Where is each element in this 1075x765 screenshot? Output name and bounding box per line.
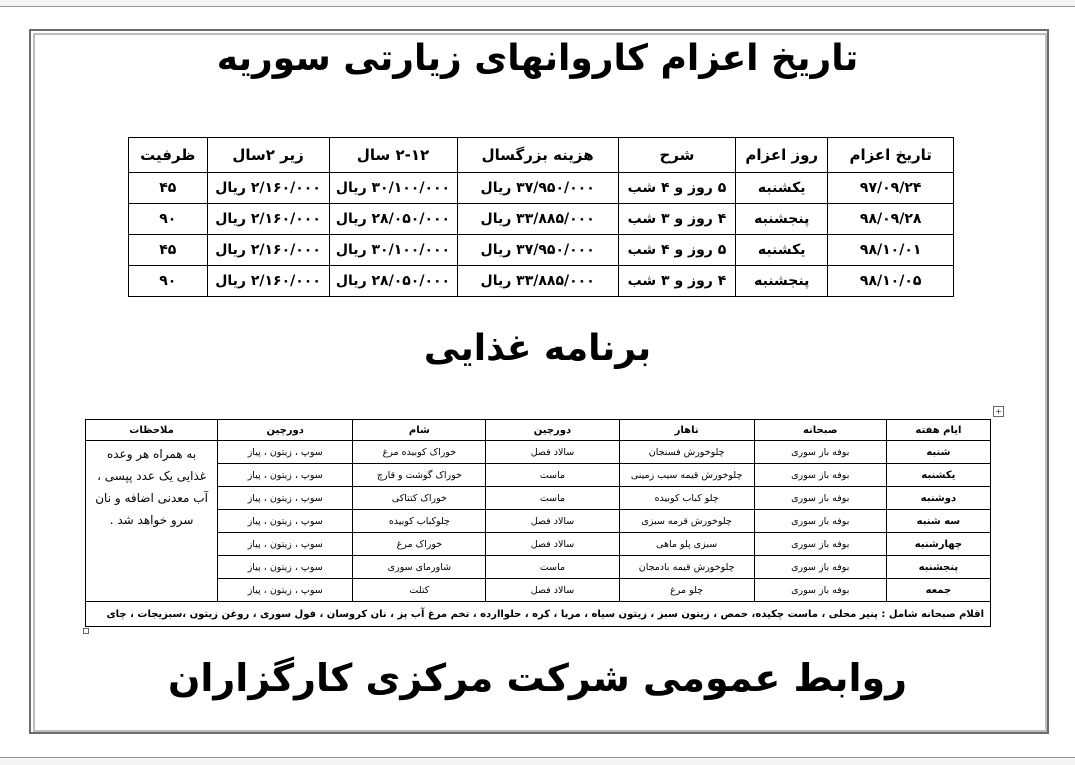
table-row <box>86 487 991 510</box>
departure-day: یکشنبه <box>736 235 828 266</box>
infant-cost: ۲/۱۶۰/۰۰۰ ریال <box>207 204 329 235</box>
header-description: شرح <box>618 138 735 173</box>
lunch-side: ماست <box>486 464 619 487</box>
departure-date: ۹۸/۰۹/۲۸ <box>828 204 954 235</box>
departure-day: پنجشنبه <box>736 204 828 235</box>
capacity: ۹۰ <box>129 204 208 235</box>
table-resize-handle-icon[interactable] <box>83 628 89 634</box>
dinner: خوراک گوشت و قارچ <box>353 464 486 487</box>
description: ۵ روز و ۴ شب <box>618 173 735 204</box>
dinner-side: سوپ ، زیتون ، پیاز <box>218 441 353 464</box>
lunch: چلوخورش قیمه بادمجان <box>619 556 754 579</box>
food-header-row <box>86 420 991 441</box>
meal-note: به همراه هر وعده غذایی یک عدد پپسی ، آب معدنی اضافه و نان سرو خواهد شد . <box>86 441 218 602</box>
breakfast-items: اقلام صبحانه شامل : پنیر محلی ، ماست چکیده، حمص ، زیتون سبز ، زیتون سیاه ، مربا ، کره ، حلواارده ، تخم مرغ آب پز ، نان کروسان ، فول سوری ، روغن زیتون ،سبزیجات ، چای <box>86 602 991 627</box>
header-under-2: زیر ۲سال <box>207 138 329 173</box>
caravan-header-row <box>129 138 954 173</box>
adult-cost: ۳۳/۸۸۵/۰۰۰ ریال <box>457 266 618 297</box>
dinner-side: سوپ ، زیتون ، پیاز <box>218 533 353 556</box>
lunch-side: ماست <box>486 487 619 510</box>
dinner: شاورمای سوری <box>353 556 486 579</box>
lunch: چلوخورش قرمه سبزی <box>619 510 754 533</box>
description: ۴ روز و ۳ شب <box>618 204 735 235</box>
description: ۵ روز و ۴ شب <box>618 235 735 266</box>
breakfast-items-row <box>86 602 991 627</box>
departure-day: پنجشنبه <box>736 266 828 297</box>
lunch: چلو کباب کوبیده <box>619 487 754 510</box>
breakfast: بوفه باز سوری <box>754 464 886 487</box>
dinner-side: سوپ ، زیتون ، پیاز <box>218 556 353 579</box>
lunch-side: سالاد فصل <box>486 510 619 533</box>
adult-cost: ۳۷/۹۵۰/۰۰۰ ریال <box>457 235 618 266</box>
header-breakfast: صبحانه <box>754 420 886 441</box>
header-notes: ملاحظات <box>86 420 218 441</box>
departure-day: یکشنبه <box>736 173 828 204</box>
child-cost: ۲۸/۰۵۰/۰۰۰ ریال <box>329 204 457 235</box>
weekday: شنبه <box>886 441 990 464</box>
breakfast: بوفه باز سوری <box>754 533 886 556</box>
infant-cost: ۲/۱۶۰/۰۰۰ ریال <box>207 235 329 266</box>
table-row <box>129 173 954 204</box>
table-row <box>86 464 991 487</box>
table-move-handle-icon[interactable]: + <box>993 406 1004 417</box>
lunch-side: سالاد فصل <box>486 441 619 464</box>
weekday: پنجشنبه <box>886 556 990 579</box>
header-weekday: ایام هفته <box>886 420 990 441</box>
breakfast: بوفه باز سوری <box>754 579 886 602</box>
header-adult-cost: هزینه بزرگسال <box>457 138 618 173</box>
weekday: چهارشنبه <box>886 533 990 556</box>
dinner-side: سوپ ، زیتون ، پیاز <box>218 510 353 533</box>
header-dinner-side: دورچین <box>218 420 353 441</box>
infant-cost: ۲/۱۶۰/۰۰۰ ریال <box>207 173 329 204</box>
child-cost: ۳۰/۱۰۰/۰۰۰ ریال <box>329 173 457 204</box>
breakfast: بوفه باز سوری <box>754 441 886 464</box>
dinner: خوراک کتتاکی <box>353 487 486 510</box>
lunch: سبزی پلو ماهی <box>619 533 754 556</box>
breakfast: بوفه باز سوری <box>754 487 886 510</box>
adult-cost: ۳۷/۹۵۰/۰۰۰ ریال <box>457 173 618 204</box>
adult-cost: ۳۳/۸۸۵/۰۰۰ ریال <box>457 204 618 235</box>
child-cost: ۲۸/۰۵۰/۰۰۰ ریال <box>329 266 457 297</box>
lunch: چلو مرغ <box>619 579 754 602</box>
food-program-title: برنامه غذایی <box>423 328 652 369</box>
table-row <box>86 533 991 556</box>
header-dinner: شام <box>353 420 486 441</box>
breakfast: بوفه باز سوری <box>754 510 886 533</box>
weekday: سه شنبه <box>886 510 990 533</box>
table-row <box>129 266 954 297</box>
table-row <box>86 441 991 464</box>
page-top-edge <box>0 0 1075 7</box>
table-row <box>86 556 991 579</box>
weekday: دوشنبه <box>886 487 990 510</box>
lunch: چلوخورش فسنجان <box>619 441 754 464</box>
table-row <box>129 204 954 235</box>
infant-cost: ۲/۱۶۰/۰۰۰ ریال <box>207 266 329 297</box>
description: ۴ روز و ۳ شب <box>618 266 735 297</box>
lunch-side: ماست <box>486 556 619 579</box>
lunch: چلوخورش قیمه سیب زمینی <box>619 464 754 487</box>
capacity: ۹۰ <box>129 266 208 297</box>
dinner: خوراک مرغ <box>353 533 486 556</box>
weekday: یکشنبه <box>886 464 990 487</box>
caravan-schedule-table <box>128 137 954 297</box>
dinner-side: سوپ ، زیتون ، پیاز <box>218 464 353 487</box>
capacity: ۴۵ <box>129 235 208 266</box>
page-title: تاریخ اعزام کاروانهای زیارتی سوریه <box>216 38 859 79</box>
lunch-side: سالاد فصل <box>486 579 619 602</box>
table-row <box>129 235 954 266</box>
departure-date: ۹۸/۱۰/۰۵ <box>828 266 954 297</box>
dinner-side: سوپ ، زیتون ، پیاز <box>218 487 353 510</box>
breakfast: بوفه باز سوری <box>754 556 886 579</box>
footer-signature: روابط عمومی شرکت مرکزی کارگزاران <box>167 656 908 700</box>
lunch-side: سالاد فصل <box>486 533 619 556</box>
header-capacity: ظرفیت <box>129 138 208 173</box>
weekday: جمعه <box>886 579 990 602</box>
header-lunch: ناهار <box>619 420 754 441</box>
table-row <box>86 510 991 533</box>
header-age-2-12: ۲-۱۲ سال <box>329 138 457 173</box>
header-lunch-side: دورچین <box>486 420 619 441</box>
dinner: چلوکباب کوبیده <box>353 510 486 533</box>
table-row <box>86 579 991 602</box>
header-departure-date: تاریخ اعزام <box>828 138 954 173</box>
header-departure-day: روز اعزام <box>736 138 828 173</box>
food-program-table <box>85 419 991 627</box>
capacity: ۴۵ <box>129 173 208 204</box>
child-cost: ۳۰/۱۰۰/۰۰۰ ریال <box>329 235 457 266</box>
departure-date: ۹۷/۰۹/۲۴ <box>828 173 954 204</box>
departure-date: ۹۸/۱۰/۰۱ <box>828 235 954 266</box>
dinner: کتلت <box>353 579 486 602</box>
dinner: خوراک کوبیده مرغ <box>353 441 486 464</box>
dinner-side: سوپ ، زیتون ، پیاز <box>218 579 353 602</box>
